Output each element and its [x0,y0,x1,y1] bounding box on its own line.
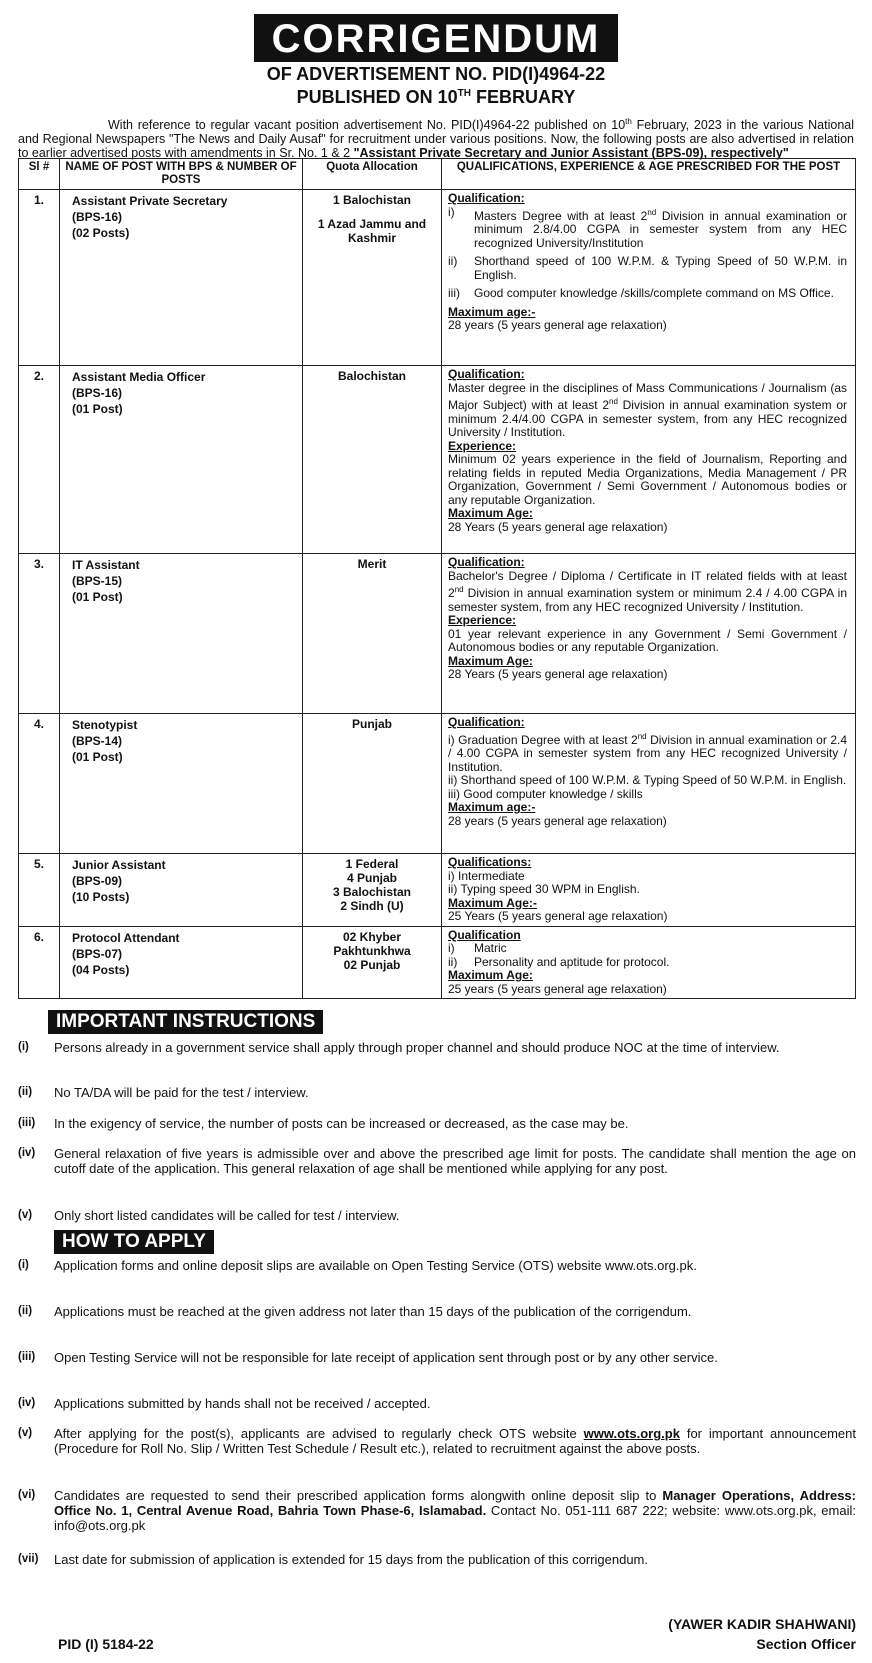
row-post: Junior Assistant (BPS-09) (10 Posts) [60,854,303,927]
row-post: Protocol Attendant (BPS-07) (04 Posts) [60,926,303,999]
header-quota: Quota Allocation [303,159,442,190]
header-qualifications: QUALIFICATIONS, EXPERIENCE & AGE PRESCRIBED FOR THE POST [442,159,856,190]
apply-item: (vi) Candidates are requested to send their prescribed application forms alongwith online deposit slip to Manager Operations, Address: Office No. 1, Central Avenue Road, Bahria Town Phase-6, Islamabad. Contact No. 051-111 687 222; website: www.ots.org.pk, email: info@ots.org.pk [18,1488,856,1533]
row-quota: Merit [303,554,442,714]
row-sl: 3. [19,554,60,714]
table-row [19,554,856,714]
page-title: CORRIGENDUM [254,14,619,62]
row-sl: 2. [19,366,60,554]
important-instructions [18,1010,856,1223]
apply-item: (iv) Applications submitted by hands shall not be received / accepted. [18,1396,431,1411]
row-post: Stenotypist (BPS-14) (01 Post) [60,714,303,854]
apply-item: (ii) Applications must be reached at the given address not later than 15 days of the publication of the corrigendum. [18,1304,692,1319]
row-qualifications: Qualifications: i) Intermediate ii) Typing speed 30 WPM in English. Maximum Age:- 25 Years (5 years general age relaxation) [442,854,856,927]
row-quota: 1 Balochistan 1 Azad Jammu and Kashmir [303,190,442,366]
ots-website-link[interactable]: www.ots.org.pk [583,1426,680,1441]
apply-item: (v) After applying for the post(s), applicants are advised to regularly check OTS website www.ots.org.pk for important announcement (Procedure for Roll No. Slip / Written Test Schedule / Result etc.), related to recruitment against the above posts. [18,1426,856,1456]
row-qualifications: Qualification: i) Graduation Degree with at least 2nd Division in annual examination or 2.4 / 4.00 CGPA in semester system from any HEC recognized University / Institution. ii) Shorthand speed of 100 W.P.M. & Typing Speed of 50 W.P.M. in English. iii) Good computer knowledge / skills Maximum age:- 28 years (5 years general age relaxation) [442,714,856,854]
signatory-name: (YAWER KADIR SHAHWANI) [668,1616,856,1632]
row-qualifications: Qualification: Bachelor's Degree / Diploma / Certificate in IT related fields with at least 2nd Division in annual examination system or minimum 2.4 / 4.00 CGPA in semester system, from any HEC recognized University / Institution. Experience: 01 year relevant experience in any Government / Semi Government / Autonomous bodies or any reputable Organization. Maximum Age: 28 Years (5 years general age relaxation) [442,554,856,714]
intro-paragraph: With reference to regular vacant position advertisement No. PID(I)4964-22 published on 10th February, 2023 in the various National and Regional Newspapers "The News and Daily Ausaf" for recruitment under various positions. Now, the following posts are also advertised in relation to earlier advertised posts with amendments in Sr. No. 1 & 2 "Assistant Private Secretary and Junior Assistant (BPS-09), respectively" [18,117,854,161]
row-quota: 02 Khyber Pakhtunkhwa 02 Punjab [303,926,442,999]
row-sl: 5. [19,854,60,927]
header [0,0,872,107]
table-header-row [19,159,856,190]
row-qualifications: Qualification i) Matric ii) Personality and aptitude for protocol. Maximum Age: 25 years (5 years general age relaxation) [442,926,856,999]
row-sl: 4. [19,714,60,854]
row-quota: Balochistan [303,366,442,554]
apply-item: (iii) Open Testing Service will not be responsible for late receipt of application sent through post or by any other service. [18,1350,718,1365]
row-post: Assistant Private Secretary (BPS-16) (02 Posts) [60,190,303,366]
signature-block [668,1614,856,1654]
instruction-item: (iii) In the exigency of service, the number of posts can be increased or decreased, as the case may be. [18,1116,629,1131]
table-row [19,854,856,927]
row-qualifications: Qualification: Master degree in the disciplines of Mass Communications / Journalism (as Major Subject) with at least 2nd Division in annual examination system or minimum 2.4/4.00 CGPA in semester system, from any HEC recognized University / Institution. Experience: Minimum 02 years experience in the field of Journalism, Reporting and relating fields in reputed Media Organizations, Media Management / PR Organization, Government / Semi Government / Autonomous bodies or any reputable Organization. Maximum Age: 28 Years (5 years general age relaxation) [442,366,856,554]
apply-item: (i) Application forms and online deposit slips are available on Open Testing Service (OTS) website www.ots.org.pk. [18,1258,697,1273]
pid-number: PID (I) 5184-22 [58,1636,154,1652]
how-to-apply-title: HOW TO APPLY [54,1230,214,1254]
row-quota: Punjab [303,714,442,854]
table-row [19,366,856,554]
row-sl: 6. [19,926,60,999]
instruction-item: (iv) General relaxation of five years is admissible over and above the prescribed age limit for posts. The candidate shall mention the age on cutoff date of the application. This general relaxation of age shall be mentioned while applying for any post. [18,1146,856,1176]
instruction-item: (ii) No TA/DA will be paid for the test / interview. [18,1085,309,1100]
header-sl: Sl # [19,159,60,190]
apply-item: (vii) Last date for submission of application is extended for 15 days from the publication of this corrigendum. [18,1552,648,1567]
table-row [19,190,856,366]
table-row [19,926,856,999]
table-row [19,714,856,854]
row-qualifications: Qualification: i) Masters Degree with at least 2nd Division in annual examination or minimum 2.8/4.00 CGPA in semester system from any HEC recognized University/Institution ii) Shorthand speed of 100 W.P.M. & Typing Speed of 50 W.P.M. in English. iii) Good computer knowledge /skills/complete command on MS Office. Maximum age:- 28 years (5 years general age relaxation) [442,190,856,366]
advertisement-number: OF ADVERTISEMENT NO. PID(I)4964-22 [266,64,606,84]
how-to-apply [18,1230,856,1600]
row-quota: 1 Federal 4 Punjab 3 Balochistan 2 Sindh (U) [303,854,442,927]
row-post: IT Assistant (BPS-15) (01 Post) [60,554,303,714]
signatory-designation: Section Officer [756,1636,856,1652]
row-sl: 1. [19,190,60,366]
instructions-title: IMPORTANT INSTRUCTIONS [48,1010,323,1034]
posts-table [18,158,856,999]
header-post-name: NAME OF POST WITH BPS & NUMBER OF POSTS [60,159,303,190]
instruction-item: (i) Persons already in a government service shall apply through proper channel and should produce NOC at the time of interview. [18,1040,780,1055]
row-post: Assistant Media Officer (BPS-16) (01 Post) [60,366,303,554]
published-date: PUBLISHED ON 10TH FEBRUARY [296,87,576,107]
instruction-item: (v) Only short listed candidates will be called for test / interview. [18,1208,400,1223]
